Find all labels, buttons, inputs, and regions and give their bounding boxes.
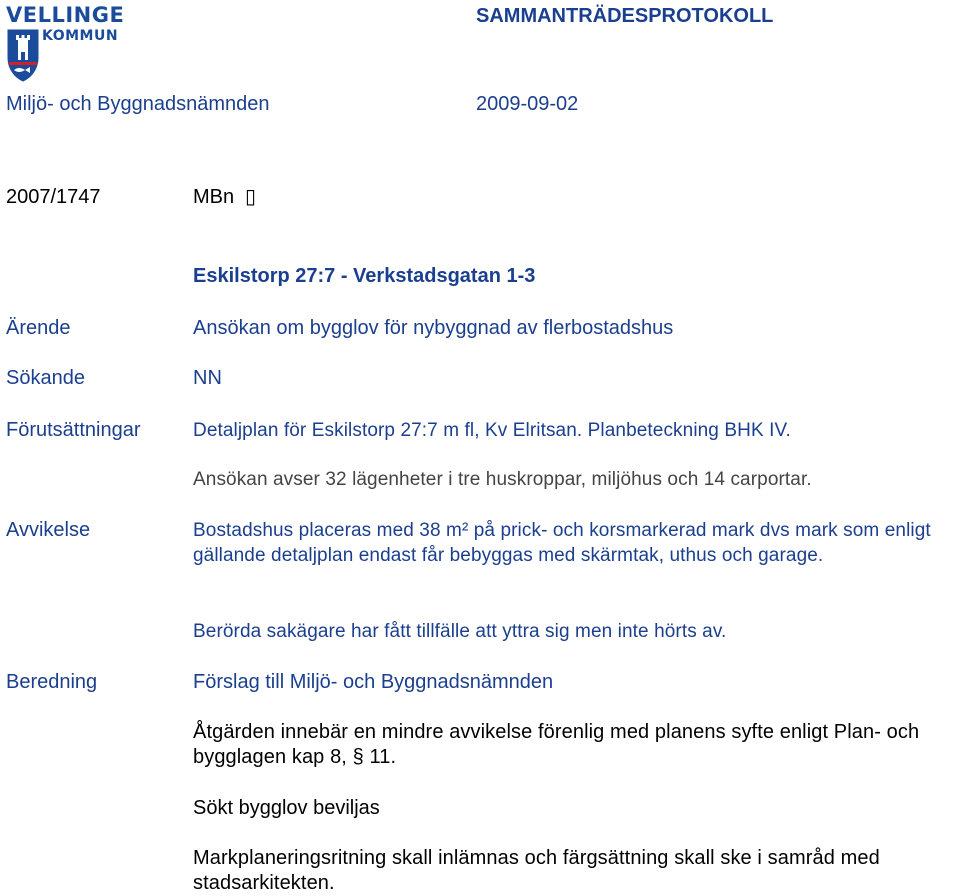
- value-forutsattningar-line1: Detaljplan för Eskilstorp 27:7 m fl, Kv Elritsan. Planbeteckning BHK IV.: [193, 420, 791, 441]
- beredning-heading: Förslag till Miljö- och Byggnadsnämnden: [193, 671, 554, 693]
- case-code: MBn: [193, 186, 235, 208]
- vellinge-coat-of-arms-icon: [6, 28, 40, 82]
- case-number: 2007/1747: [6, 186, 101, 208]
- vellinge-logo: [6, 4, 132, 84]
- value-sokande: NN: [193, 367, 222, 389]
- meeting-date: 2009-09-02: [476, 93, 579, 115]
- beredning-paragraph-1: Åtgärden innebär en mindre avvikelse förenlig med planens syfte enligt Plan- och bygglagen kap 8, § 11.: [193, 721, 920, 768]
- label-sokande: Sökande: [6, 367, 85, 389]
- value-avvikelse: Bostadshus placeras med 38 m² på prick- och korsmarkerad mark dvs mark som enligt gällande detaljplan endast får bebyggas med skärmtak, uthus och garage.: [193, 520, 931, 566]
- cursor-mark: ▯: [245, 186, 257, 208]
- beredning-paragraph-3: Markplaneringsritning skall inlämnas och färgsättning skall ske i samråd med stadsarkitekten.: [193, 847, 880, 894]
- label-beredning: Beredning: [6, 671, 98, 693]
- value-arende: Ansökan om bygglov för nybyggnad av flerbostadshus: [193, 317, 674, 339]
- beredning-paragraph-2: Sökt bygglov beviljas: [193, 797, 380, 819]
- document-type: SAMMANTRÄDESPROTOKOLL: [476, 5, 774, 27]
- logo-text-kommun: KOMMUN: [42, 28, 119, 44]
- label-avvikelse: Avvikelse: [6, 519, 91, 541]
- page-title: Eskilstorp 27:7 - Verkstadsgatan 1-3: [193, 265, 536, 287]
- value-berorda: Berörda sakägare har fått tillfälle att yttra sig men inte hörts av.: [193, 621, 727, 642]
- value-forutsattningar-line2: Ansökan avser 32 lägenheter i tre huskroppar, miljöhus och 14 carportar.: [193, 469, 812, 490]
- label-forutsattningar: Förutsättningar: [6, 419, 141, 441]
- label-arende: Ärende: [6, 317, 71, 339]
- board-name: Miljö- och Byggnadsnämnden: [6, 93, 270, 115]
- logo-text-vellinge: VELLINGE: [6, 3, 125, 27]
